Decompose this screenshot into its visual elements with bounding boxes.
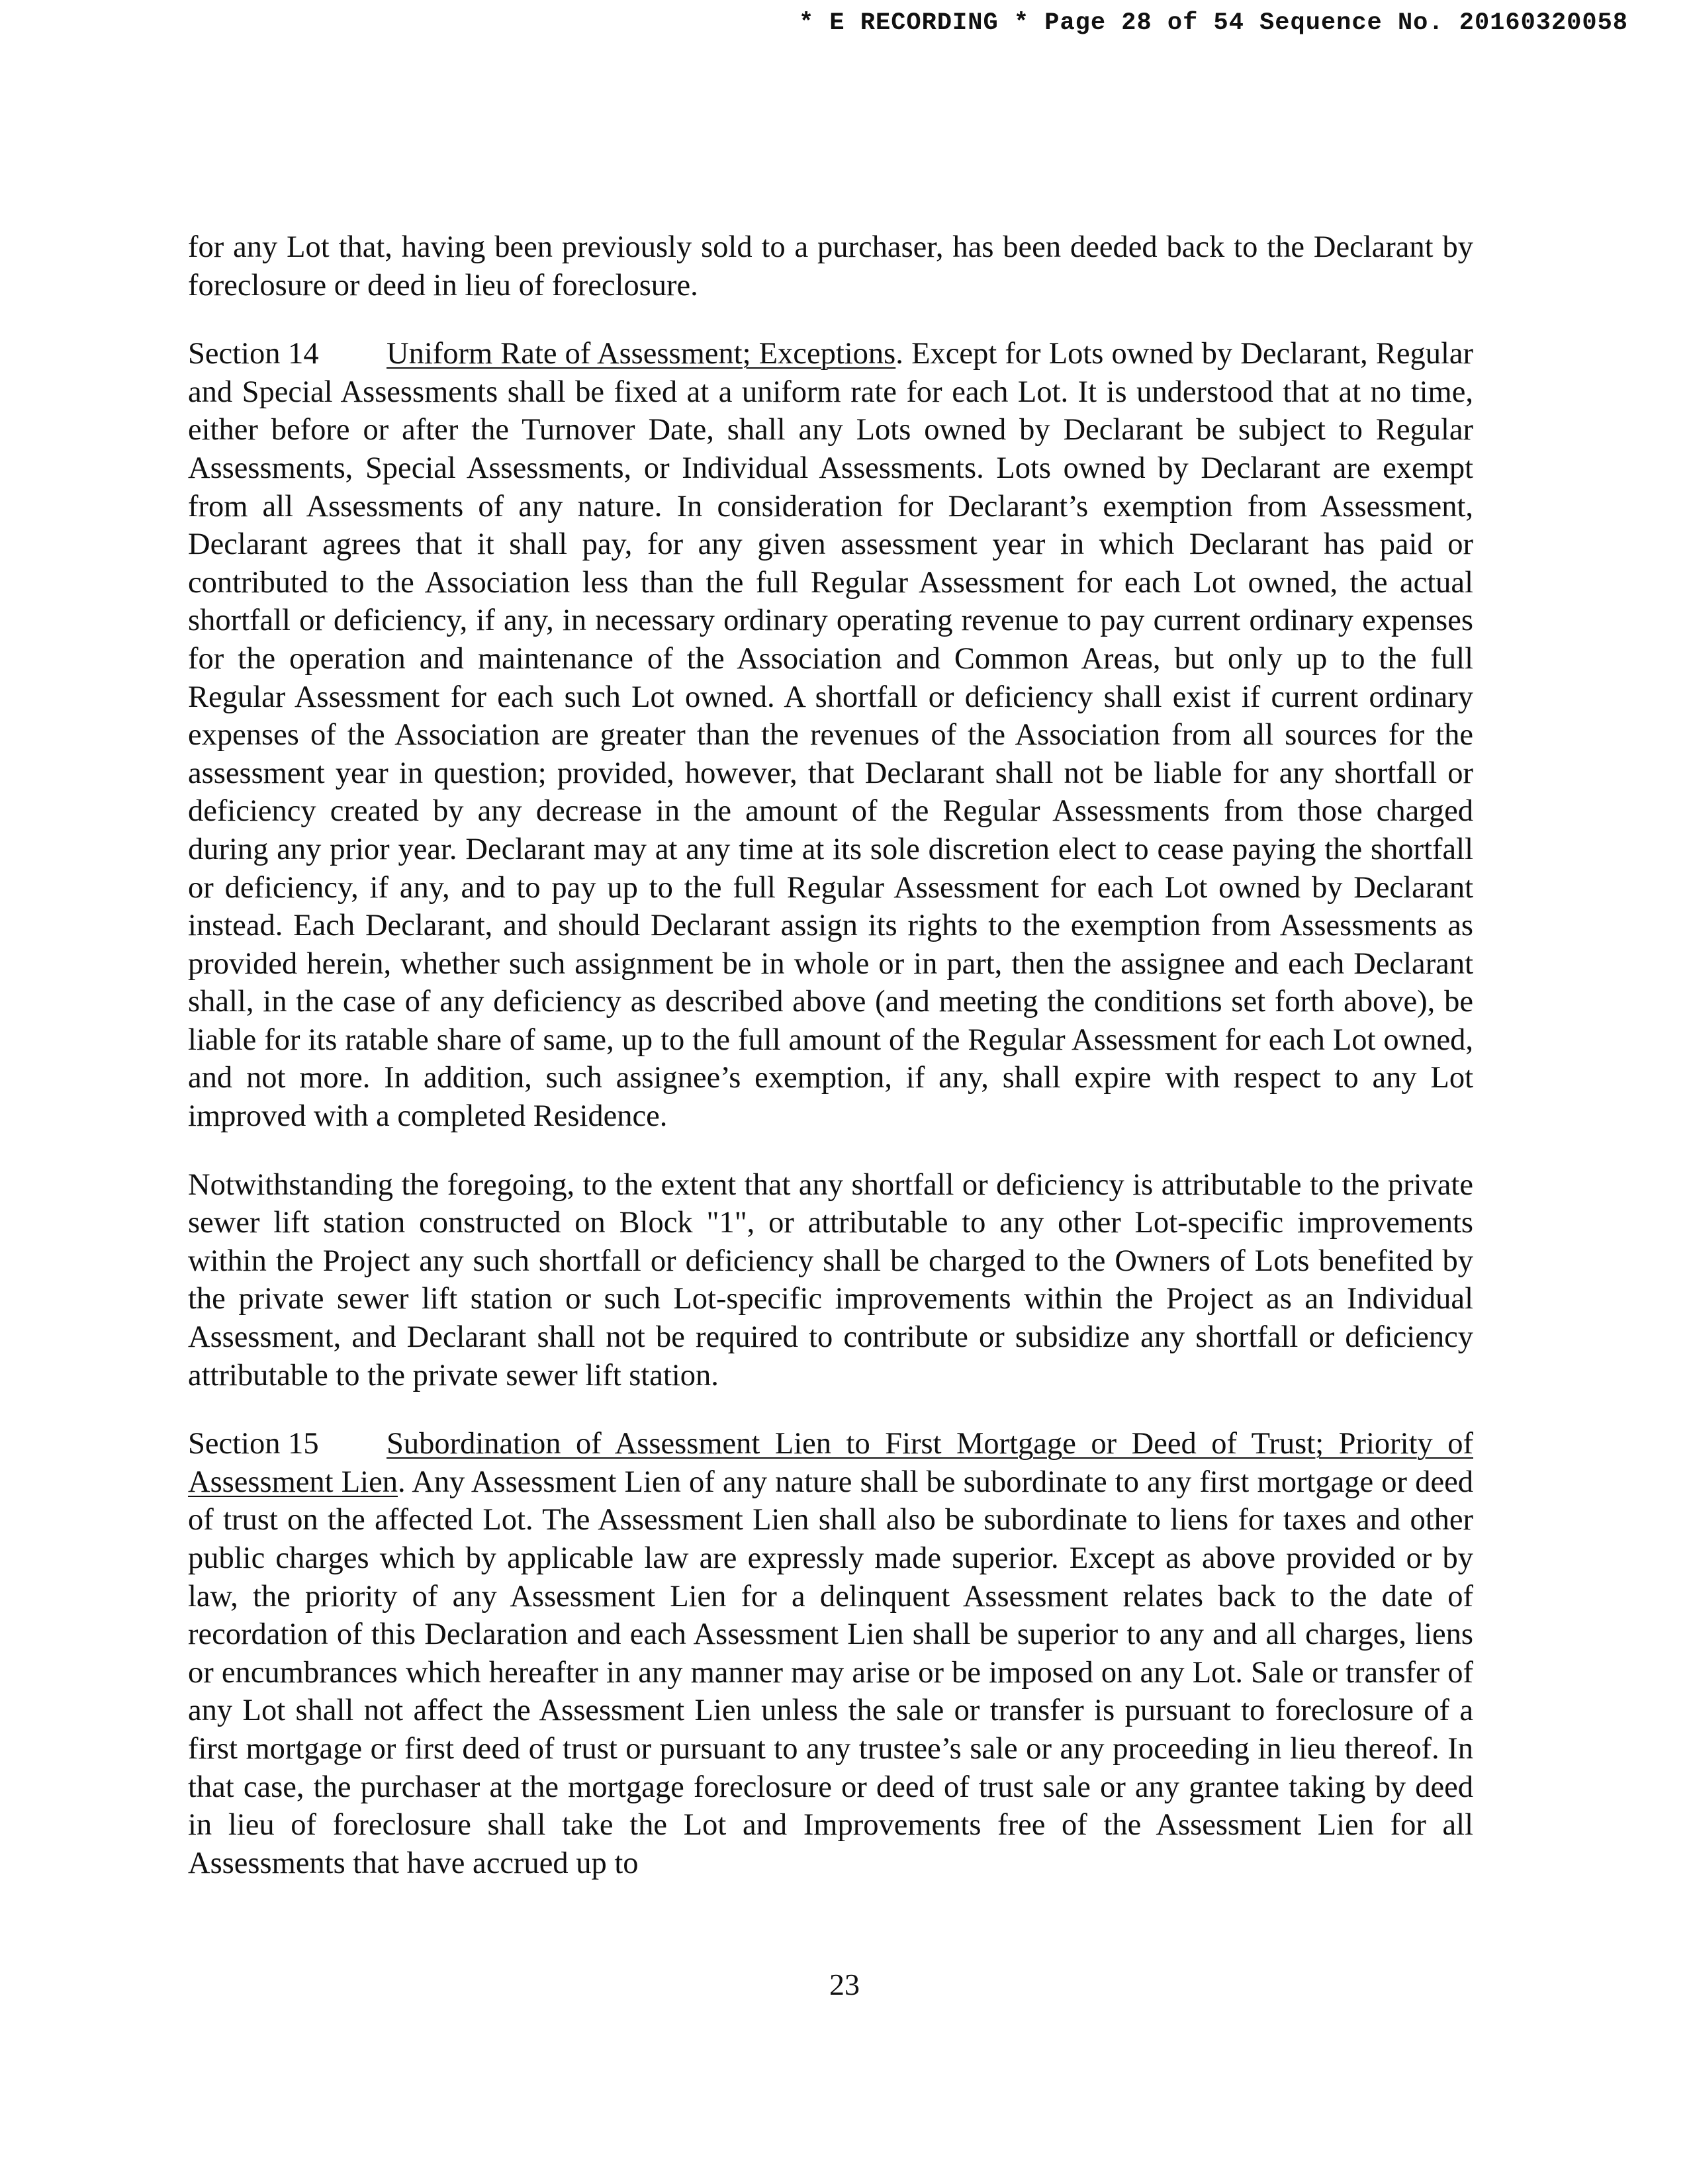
recording-header: * E RECORDING * Page 28 of 54 Sequence No. 20160320058 bbox=[799, 9, 1628, 37]
section-14-paragraph bbox=[188, 335, 1473, 1135]
notwithstanding-paragraph: Notwithstanding the foregoing, to the extent that any shortfall or deficiency is attributable to the private sewer lift station constructed on Block "1", or attributable to any other Lot-specific improvements within the Project any such shortfall or deficiency shall be charged to the Owners of Lots benefited by the private sewer lift station or such Lot-specific improvements within the Project as an Individual Assessment, and Declarant shall not be required to contribute or subsidize any shortfall or deficiency attributable to the private sewer lift station. bbox=[188, 1167, 1473, 1392]
section-14-body: . Except for Lots owned by Declarant, Regular and Special Assessments shall be fixed at a uniform rate for each Lot. It is understood that at no time, either before or after the Turnover Date, shall any Lots owned by Declarant be subject to Regular Assessments, Special Assessments, or Individual Assessments. Lots owned by Declarant are exempt from all Assessments of any nature. In consideration for Declarant’s exemption from Assessment, Declarant agrees that it shall pay, for any given assessment year in which Declarant has paid or contributed to the Association less than the full Regular Assessment for each Lot owned, the actual shortfall or deficiency, if any, in necessary ordinary operating revenue to pay current ordinary expenses for the operation and maintenance of the Association and Common Areas, but only up to the full Regular Assessment for each such Lot owned. A shortfall or deficiency shall exist if current ordinary expenses of the Association are greater than the revenues of the Association from all sources for the assessment year in question; provided, however, that Declarant shall not be liable for any shortfall or deficiency created by any decrease in the amount of the Regular Assessments from those charged during any prior year. Declarant may at any time at its sole discretion elect to cease paying the shortfall or deficiency, if any, and to pay up to the full Regular Assessment for each Lot owned by Declarant instead. Each Declarant, and should Declarant assign its rights to the exemption from Assessments as provided herein, whether such assignment be in whole or in part, then the assignee and each Declarant shall, in the case of any deficiency as described above (and meeting the conditions set forth above), be liable for its ratable share of same, up to the full amount of the Regular Assessment for each Lot owned, and not more. In addition, such assignee’s exemption, if any, shall expire with respect to any Lot improved with a completed Residence. bbox=[188, 337, 1474, 1134]
continuation-paragraph: for any Lot that, having been previously sold to a purchaser, has been deeded back to the Declarant by foreclosure or deed in lieu of foreclosure. bbox=[188, 230, 1473, 302]
section-15-body: . Any Assessment Lien of any nature shall be subordinate to any first mortgage or deed of trust on the affected Lot. The Assessment Lien shall also be subordinate to liens for taxes and other public charges which by applicable law are expressly made superior. Except as above provided or by law, the priority of any Assessment Lien for a delinquent Assessment relates back to the date of recordation of this Declaration and each Assessment Lien shall be superior to any and all charges, liens or encumbrances which hereafter in any manner may arise or be imposed on any Lot. Sale or transfer of any Lot shall not affect the Assessment Lien unless the sale or transfer is pursuant to foreclosure of a first mortgage or first deed of trust or pursuant to any trustee’s sale or any proceeding in lieu thereof. In that case, the purchaser at the mortgage foreclosure or deed of trust sale or any grantee taking by deed in lieu of foreclosure shall take the Lot and Improvements free of the Assessment Lien for all Assessments that have accrued up to bbox=[188, 1465, 1473, 1880]
section-15-title: Subordination of Assessment Lien to First Mortgage or Deed of Trust; Priority of Assessment Lien bbox=[188, 1427, 1473, 1499]
section-15-number: Section 15 bbox=[188, 1427, 319, 1461]
section-14-number: Section 14 bbox=[188, 337, 319, 371]
section-14-title: Uniform Rate of Assessment; Exceptions bbox=[387, 337, 896, 371]
section-15-paragraph bbox=[188, 1425, 1473, 1882]
document-body bbox=[188, 228, 1473, 1913]
page-number: 23 bbox=[829, 1968, 860, 2001]
